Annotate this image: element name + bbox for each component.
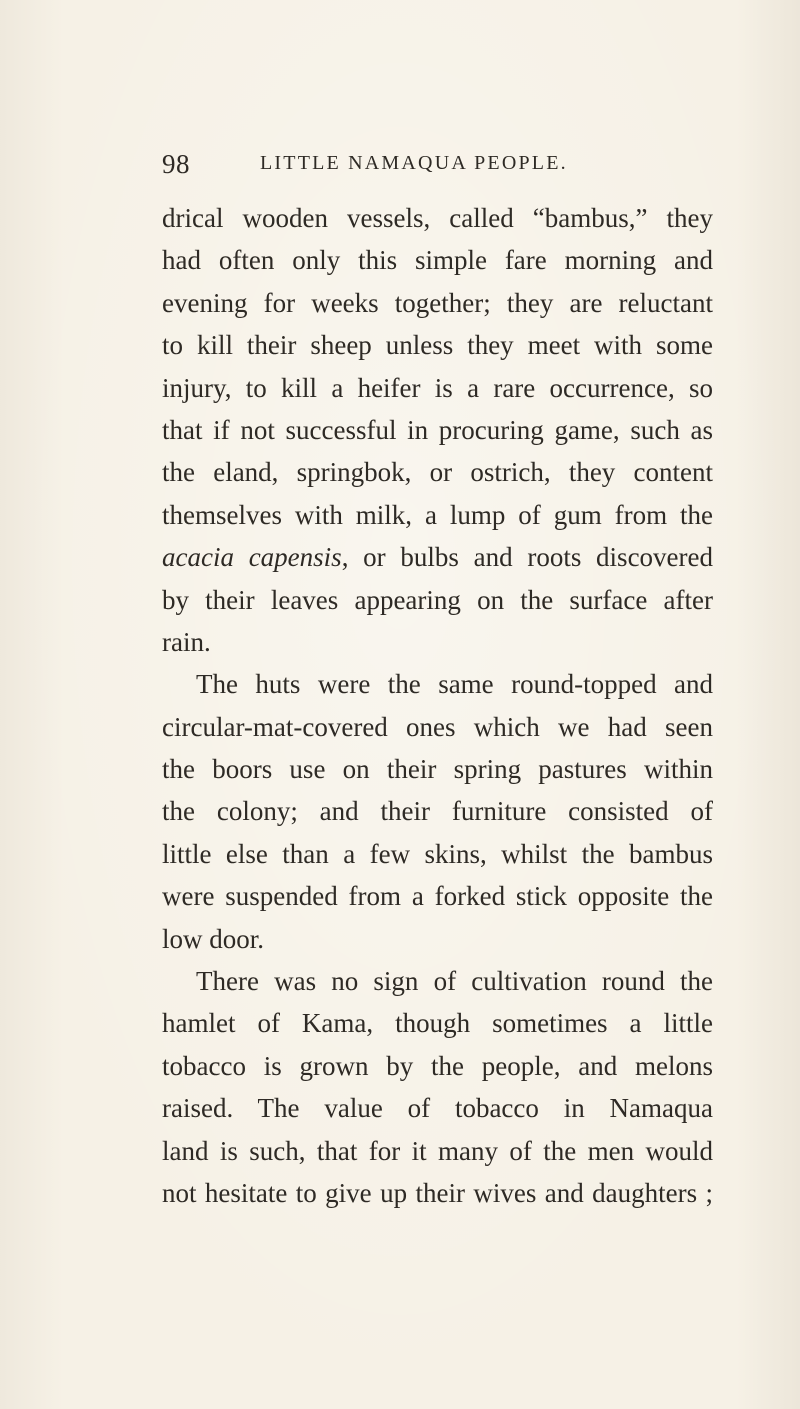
page-header [162, 149, 720, 189]
text-line: rain. [162, 626, 211, 657]
text-line: raised. The value of tobacco in Namaqua [162, 1093, 713, 1124]
italic-term: acacia capensis [162, 542, 342, 573]
text-line: land is such, that for it many of the men would [162, 1135, 713, 1166]
text-line: the eland, springbok, or ostrich, they content [162, 457, 713, 488]
text-line: low door. [162, 923, 265, 954]
text-line: by their leaves appearing on the surface after [162, 584, 713, 615]
text-line: were suspended from a forked stick opposite the [162, 881, 713, 912]
text-line: themselves with milk, a lump of gum from the [162, 499, 713, 530]
body-text [162, 197, 713, 1214]
text-line: to kill their sheep unless they meet with some [162, 330, 713, 361]
paragraph-start-line: The huts were the same round-topped and [196, 669, 713, 700]
text-line: injury, to kill a heifer is a rare occurrence, so [162, 372, 713, 403]
text-line [162, 536, 713, 578]
page-number: 98 [162, 149, 190, 179]
text-line: tobacco is grown by the people, and melons [162, 1050, 713, 1081]
text-line: not hesitate to give up their wives and daughters ; [162, 1177, 713, 1208]
text-line: the boors use on their spring pastures within [162, 754, 713, 785]
text-line: the colony; and their furniture consisted of [162, 796, 713, 827]
text-line: drical wooden vessels, called “bambus,” they [162, 203, 713, 233]
text-line: little else than a few skins, whilst the bambus [162, 838, 713, 869]
text-line: hamlet of Kama, though sometimes a little [162, 1008, 713, 1039]
text-line: circular-mat-covered ones which we had seen [162, 711, 713, 742]
running-title: LITTLE NAMAQUA PEOPLE. [260, 152, 568, 174]
text-segment: , or bulbs and roots discovered [341, 542, 714, 573]
paragraph-start-line: There was no sign of cultivation round the [196, 966, 713, 997]
text-line: evening for weeks together; they are reluctant [162, 287, 713, 318]
text-line: had often only this simple fare morning and [162, 245, 713, 276]
text-line: that if not successful in procuring game, such as [162, 414, 713, 445]
